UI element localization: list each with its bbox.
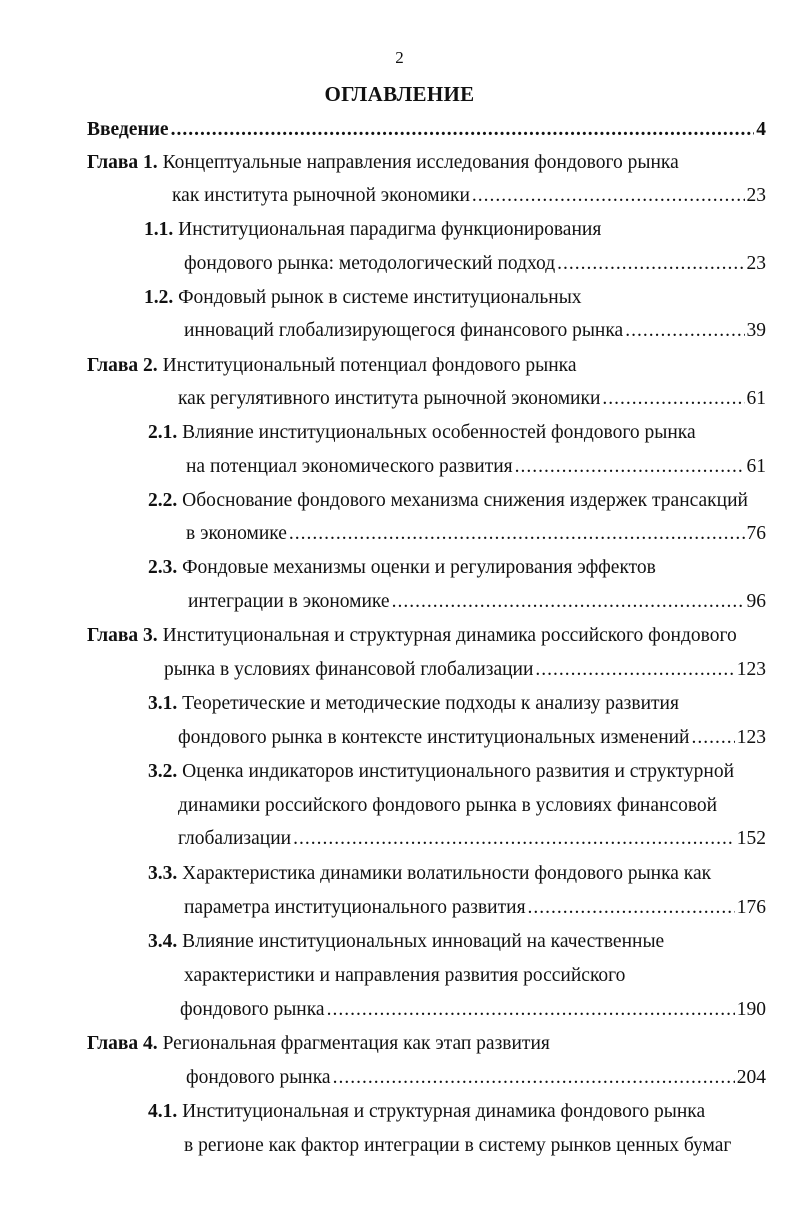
- chapter-title-line: как института рыночной экономики: [172, 185, 470, 206]
- section-page: 176: [736, 897, 766, 918]
- toc-section-1-1-cont[interactable]: [184, 252, 766, 276]
- chapter-page: 204: [736, 1067, 766, 1088]
- dot-leader: [293, 827, 735, 851]
- section-page: 123: [736, 727, 766, 748]
- toc-section-3-1[interactable]: [148, 692, 679, 716]
- toc-chapter-1-cont[interactable]: [172, 184, 766, 208]
- section-page: 39: [746, 320, 766, 341]
- toc-section-2-2-cont[interactable]: [186, 522, 766, 546]
- toc-title: ОГЛАВЛЕНИЕ: [324, 82, 475, 106]
- chapter-page: 61: [746, 388, 766, 409]
- intro-label: Введение: [87, 119, 169, 140]
- section-title-line: фондового рынка в контексте институциональных изменений: [178, 727, 690, 748]
- dot-leader: [171, 118, 755, 142]
- section-title-line: Институциональная парадигма функционирования: [178, 219, 602, 240]
- toc-section-3-2-line2[interactable]: [178, 794, 717, 818]
- section-page: 61: [746, 456, 766, 477]
- section-number: 3.4.: [148, 931, 178, 952]
- toc-chapter-3-cont[interactable]: [164, 658, 766, 682]
- dot-leader: [528, 896, 735, 920]
- toc-section-1-1[interactable]: [144, 218, 601, 242]
- toc-chapter-2[interactable]: [87, 354, 576, 378]
- dot-leader: [692, 726, 735, 750]
- section-page: 23: [746, 253, 766, 274]
- toc-section-1-2-cont[interactable]: [184, 319, 766, 343]
- chapter-page: 23: [746, 185, 766, 206]
- toc-section-4-1[interactable]: [148, 1100, 705, 1124]
- toc-entry-intro[interactable]: [87, 118, 766, 142]
- chapter-title-line: Институциональный потенциал фондового рынка: [162, 355, 577, 376]
- section-number: 2.3.: [148, 557, 178, 578]
- dot-leader: [515, 455, 745, 479]
- section-title-line: инноваций глобализирующегося финансового рынка: [184, 320, 624, 341]
- toc-chapter-3[interactable]: [87, 624, 737, 648]
- toc-section-2-3[interactable]: [148, 556, 656, 580]
- dot-leader: [392, 590, 745, 614]
- toc-section-3-3[interactable]: [148, 862, 711, 886]
- toc-section-2-1[interactable]: [148, 421, 696, 445]
- section-page: 76: [746, 523, 766, 544]
- chapter-label: Глава 4.: [87, 1033, 158, 1054]
- dot-leader: [289, 522, 745, 546]
- section-number: 3.1.: [148, 693, 178, 714]
- section-title-line: фондового рынка: методологический подход: [184, 253, 556, 274]
- toc-section-2-1-cont[interactable]: [186, 455, 766, 479]
- toc-section-1-2[interactable]: [144, 286, 582, 310]
- section-page: 190: [736, 999, 766, 1020]
- section-title-line: интеграции в экономике: [188, 591, 390, 612]
- section-page: 96: [746, 591, 766, 612]
- toc-section-3-2-cont[interactable]: [178, 827, 766, 851]
- toc-chapter-4-cont[interactable]: [186, 1066, 766, 1090]
- toc-section-3-1-cont[interactable]: [178, 726, 766, 750]
- section-title-line: Теоретические и методические подходы к анализу развития: [182, 693, 679, 714]
- chapter-title-line: Региональная фрагментация как этап развития: [162, 1033, 550, 1054]
- section-number: 4.1.: [148, 1101, 178, 1122]
- section-title-line: Влияние институциональных особенностей фондового рынка: [182, 422, 696, 443]
- section-number: 1.2.: [144, 287, 174, 308]
- toc-section-3-4-cont[interactable]: [180, 998, 766, 1022]
- section-number: 2.1.: [148, 422, 178, 443]
- chapter-label: Глава 1.: [87, 152, 158, 173]
- section-title-line: глобализации: [178, 828, 292, 849]
- dot-leader: [327, 998, 735, 1022]
- toc-section-3-3-cont[interactable]: [184, 896, 766, 920]
- section-title-line: характеристики и направления развития российского: [184, 965, 626, 986]
- chapter-title-line: Институциональная и структурная динамика российского фондового: [162, 625, 737, 646]
- section-number: 2.2.: [148, 490, 178, 511]
- toc-section-2-3-cont[interactable]: [188, 590, 766, 614]
- dot-leader: [472, 184, 745, 208]
- section-title-line: Влияние институциональных инноваций на качественные: [182, 931, 665, 952]
- section-title-line: динамики российского фондового рынка в условиях финансовой: [178, 795, 718, 816]
- section-page: 152: [736, 828, 766, 849]
- section-title-line: параметра институционального развития: [184, 897, 526, 918]
- section-title-line: Фондовый рынок в системе институциональных: [178, 287, 582, 308]
- chapter-title-line: рынка в условиях финансовой глобализации: [164, 659, 534, 680]
- section-title-line: фондового рынка: [180, 999, 325, 1020]
- page-number: 2: [395, 48, 404, 67]
- chapter-page: 123: [736, 659, 766, 680]
- section-number: 1.1.: [144, 219, 174, 240]
- section-title-line: в регионе как фактор интеграции в систему рынков ценных бумаг: [184, 1135, 732, 1156]
- chapter-title-line: Концептуальные направления исследования фондового рынка: [162, 152, 679, 173]
- chapter-title-line: фондового рынка: [186, 1067, 331, 1088]
- toc-section-3-2[interactable]: [148, 760, 734, 784]
- toc-chapter-1[interactable]: [87, 151, 679, 175]
- dot-leader: [557, 252, 744, 276]
- toc-section-4-1-line2[interactable]: [184, 1134, 731, 1158]
- intro-page: 4: [756, 119, 766, 140]
- section-title-line: Фондовые механизмы оценки и регулирования эффектов: [182, 557, 656, 578]
- toc-section-3-4-line2[interactable]: [184, 964, 625, 988]
- section-title-line: Характеристика динамики волатильности фондового рынка как: [182, 863, 712, 884]
- section-title-line: на потенциал экономического развития: [186, 456, 513, 477]
- section-title-line: Оценка индикаторов институционального развития и структурной: [182, 761, 735, 782]
- dot-leader: [535, 658, 734, 682]
- dot-leader: [625, 319, 744, 343]
- dot-leader: [333, 1066, 735, 1090]
- toc-chapter-4[interactable]: [87, 1032, 550, 1056]
- chapter-label: Глава 3.: [87, 625, 158, 646]
- toc-section-2-2[interactable]: [148, 489, 748, 513]
- section-title-line: в экономике: [186, 523, 287, 544]
- toc-section-3-4[interactable]: [148, 930, 664, 954]
- toc-chapter-2-cont[interactable]: [178, 387, 766, 411]
- dot-leader: [602, 387, 744, 411]
- section-number: 3.3.: [148, 863, 178, 884]
- section-title-line: Институциональная и структурная динамика фондового рынка: [182, 1101, 706, 1122]
- section-number: 3.2.: [148, 761, 178, 782]
- section-title-line: Обоснование фондового механизма снижения издержек трансакций: [182, 490, 748, 511]
- chapter-label: Глава 2.: [87, 355, 158, 376]
- chapter-title-line: как регулятивного института рыночной экономики: [178, 388, 601, 409]
